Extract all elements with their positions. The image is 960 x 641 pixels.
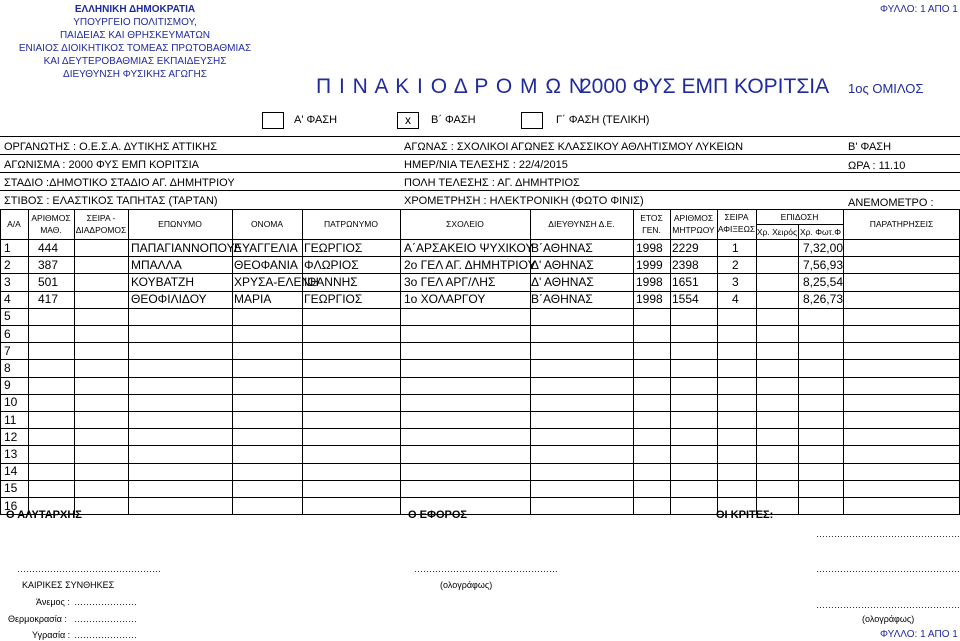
- wind-label: Άνεμος :: [36, 597, 70, 607]
- row-directorate: Β΄ΑΘΗΝΑΣ: [531, 240, 593, 255]
- row-reg: 1651: [672, 274, 699, 289]
- col-perf: ΕΠΙΔΟΣΗ: [780, 212, 819, 222]
- row-surname: ΜΠΑΛΛΑ: [131, 257, 182, 272]
- row-reg: 2229: [672, 240, 699, 255]
- row-order: 1: [732, 240, 739, 255]
- col-aa: Α/Α: [7, 219, 21, 229]
- group-label: 1ος ΟΜΙΛΟΣ: [848, 81, 924, 96]
- row-school: 2ο ΓΕΛ ΑΓ. ΔΗΜΗΤΡΙΟΥ: [404, 257, 536, 272]
- org-line-4: ΕΝΙΑΙΟΣ ΔΙΟΙΚΗΤΙΚΟΣ ΤΟΜΕΑΣ ΠΡΩΤΟΒΑΘΜΙΑΣ: [18, 43, 252, 54]
- row-name: ΕΥΑΓΓΕΛΙΑ: [234, 240, 298, 255]
- judge-line-1: …………………………………………: [816, 529, 960, 539]
- phase-a-label: Α' ΦΑΣΗ: [294, 114, 338, 126]
- row-photo-time: 8,26,73: [802, 292, 843, 307]
- row-aa: 6: [4, 326, 11, 341]
- ephor-label: Ο ΕΦΟΡΟΣ: [408, 509, 468, 521]
- org-line-6: ΔΙΕΥΘΥΝΣΗ ΦΥΣΙΚΗΣ ΑΓΩΓΗΣ: [63, 69, 207, 80]
- row-name: ΘΕΟΦΑΝΙΑ: [234, 257, 298, 272]
- row-bib: 501: [38, 274, 59, 289]
- row-aa: 4: [4, 292, 11, 307]
- row-aa: 15: [4, 481, 18, 496]
- event-info: ΑΓΩΝΙΣΜΑ : 2000 ΦΥΣ ΕΜΠ ΚΟΡΙΤΣΙΑ: [4, 159, 199, 171]
- humidity-label: Υγρασία :: [32, 630, 71, 640]
- col-order-2: ΑΦΙΞΕΩΣ: [717, 224, 756, 234]
- sheet-label-top: ΦΥΛΛΟ: 1 ΑΠΟ 1: [880, 4, 958, 15]
- phase-b-label: Β΄ ΦΑΣΗ: [431, 114, 476, 126]
- col-school: ΣΧΟΛΕΙΟ: [446, 219, 484, 229]
- temp-dots: …………………: [74, 614, 137, 624]
- row-photo-time: 7,56,93: [802, 257, 843, 272]
- row-father: ΦΛΩΡΙΟΣ: [304, 257, 359, 272]
- row-aa: 2: [4, 257, 11, 272]
- col-year: ΕΤΟΣ: [640, 213, 663, 223]
- event-title: 2000 ΦΥΣ ΕΜΠ ΚΟΡΙΤΣΙΑ: [580, 75, 830, 98]
- row-aa: 16: [4, 498, 18, 513]
- row-aa: 13: [4, 446, 18, 461]
- col-surname: ΕΠΩΝΥΜΟ: [158, 219, 202, 229]
- col-reg-2: ΜΗΤΡΩΟΥ: [672, 225, 715, 235]
- row-aa: 8: [4, 360, 11, 375]
- row-order: 4: [732, 292, 739, 307]
- org-line-1: ΕΛΛΗΝΙΚΗ ΔΗΜΟΚΡΑΤΙΑ: [74, 4, 196, 15]
- games: ΑΓΩΝΑΣ : ΣΧΟΛΙΚΟΙ ΑΓΩΝΕΣ ΚΛΑΣΣΙΚΟΥ ΑΘΛΗΤΙΣΜΟΥ ΛΥΚΕΙΩΝ: [404, 141, 744, 153]
- row-aa: 7: [4, 343, 11, 358]
- wind-info: ΑΝΕΜΟΜΕΤΡΟ :: [848, 197, 934, 209]
- page-title: Π Ι Ν Α Κ Ι Ο Δ Ρ Ο Μ Ω Ν: [316, 75, 586, 98]
- track-info: ΣΤΙΒΟΣ : ΕΛΑΣΤΙΚΟΣ ΤΑΠΗΤΑΣ (ΤΑΡΤΑΝ): [4, 195, 218, 207]
- row-photo-time: 8,25,54: [802, 274, 843, 289]
- row-aa: 11: [4, 412, 17, 427]
- row-year: 1998: [636, 292, 663, 307]
- row-aa: 12: [4, 429, 18, 444]
- row-aa: 14: [4, 464, 18, 479]
- starter-line: …………………………………………: [17, 564, 161, 574]
- row-name: ΜΑΡΙΑ: [234, 292, 272, 307]
- row-name: ΧΡΥΣΑ-ΕΛΕΝΗ: [234, 274, 319, 289]
- row-aa: 9: [4, 378, 11, 393]
- col-directorate: ΔΙΕΥΘΥΝΣΗ Δ.Ε.: [548, 219, 615, 229]
- row-bib: 444: [38, 240, 59, 255]
- col-year-2: ΓΕΝ.: [642, 225, 661, 235]
- row-bib: 387: [38, 257, 59, 272]
- col-father: ΠΑΤΡΩΝΥΜΟ: [324, 219, 378, 229]
- row-school: Α΄ΑΡΣΑΚΕΙΟ ΨΥΧΙΚΟΥ: [404, 240, 534, 255]
- row-reg: 1554: [672, 292, 699, 307]
- judges-label: ΟΙ ΚΡΙΤΕΣ:: [716, 509, 774, 521]
- col-reg: ΑΡΙΘΜΟΣ: [673, 213, 714, 223]
- row-order: 2: [732, 257, 739, 272]
- row-school: 3ο ΓΕΛ ΑΡΓ/ΛΗΣ: [404, 274, 496, 289]
- row-year: 1999: [636, 257, 663, 272]
- row-reg: 2398: [672, 257, 699, 272]
- row-aa: 3: [4, 274, 11, 289]
- col-order: ΣΕΙΡΑ: [724, 212, 749, 222]
- judge-line-3: …………………………………………: [816, 600, 960, 610]
- starter-label: Ο ΑΛΥΤΑΡΧΗΣ: [6, 509, 82, 521]
- row-photo-time: 7,32,00: [802, 240, 843, 255]
- humidity-dots: …………………: [74, 630, 137, 640]
- ephor-line: …………………………………………: [414, 564, 558, 574]
- row-year: 1998: [636, 240, 663, 255]
- row-year: 1998: [636, 274, 663, 289]
- date-info: ΗΜΕΡ/ΝΙΑ ΤΕΛΕΣΗΣ : 22/4/2015: [404, 159, 568, 171]
- judge-handwriting: (ολογράφως): [862, 614, 915, 624]
- col-hand: Χρ. Χειρός: [756, 227, 798, 237]
- row-father: ΓΕΩΡΓΙΟΣ: [304, 240, 363, 255]
- time-info: ΩΡΑ : 11.10: [848, 160, 906, 172]
- col-photo: Χρ. Φωτ.Φ: [799, 227, 842, 237]
- organizer: ΟΡΓΑΝΩΤΗΣ : Ο.Ε.Σ.Α. ΔΥΤΙΚΗΣ ΑΤΤΙΚΗΣ: [4, 141, 218, 153]
- col-heat: ΣΕΙΡΑ -: [86, 213, 116, 223]
- row-school: 1ο ΧΟΛΑΡΓΟΥ: [404, 292, 486, 307]
- city-info: ΠΟΛΗ ΤΕΛΕΣΗΣ : ΑΓ. ΔΗΜΗΤΡΙΟΣ: [404, 177, 580, 189]
- col-bib-2: ΜΑΘ.: [40, 225, 62, 235]
- org-line-5: ΚΑΙ ΔΕΥΤΕΡΟΒΑΘΜΙΑΣ ΕΚΠΑΙΔΕΥΣΗΣ: [43, 56, 227, 67]
- judge-line-2: …………………………………………: [816, 564, 960, 574]
- row-directorate: Δ' ΑΘΗΝΑΣ: [531, 274, 594, 289]
- row-father: ΙΩΑΝΝΗΣ: [304, 274, 358, 289]
- col-notes: ΠΑΡΑΤΗΡΗΣΕΙΣ: [869, 219, 934, 229]
- row-surname: ΚΟΥΒΑΤΖΗ: [131, 274, 195, 289]
- phase-c-label: Γ΄ ΦΑΣΗ (ΤΕΛΙΚΗ): [556, 114, 650, 126]
- row-aa: 5: [4, 309, 11, 324]
- row-aa: 10: [4, 395, 18, 410]
- ephor-handwriting: (ολογράφως): [440, 580, 493, 590]
- row-surname: ΘΕΟΦΙΛΙΔΟΥ: [131, 292, 207, 307]
- row-bib: 417: [38, 292, 59, 307]
- phase-right: Β' ΦΑΣΗ: [848, 141, 892, 153]
- stadium-info: ΣΤΑΔΙΟ :ΔΗΜΟΤΙΚΟ ΣΤΑΔΙΟ ΑΓ. ΔΗΜΗΤΡΙΟΥ: [4, 177, 235, 189]
- col-name: ΟΝΟΜΑ: [250, 219, 284, 229]
- weather-title: ΚΑΙΡΙΚΕΣ ΣΥΝΘΗΚΕΣ: [22, 580, 115, 590]
- row-father: ΓΕΩΡΓΙΟΣ: [304, 292, 363, 307]
- row-aa: 1: [4, 240, 11, 255]
- org-line-3: ΠΑΙΔΕΙΑΣ ΚΑΙ ΘΡΗΣΚΕΥΜΑΤΩΝ: [59, 30, 211, 41]
- row-surname: ΠΑΠΑΓΙΑΝΝΟΠΟΥΛ: [131, 240, 242, 255]
- timing-info: ΧΡΟΜΕΤΡΗΣΗ : ΗΛΕΚΤΡΟΝΙΚΗ (ΦΩΤΟ ΦΙΝΙΣ): [404, 195, 644, 207]
- sheet-label-bottom: ΦΥΛΛΟ: 1 ΑΠΟ 1: [880, 629, 958, 640]
- col-bib: ΑΡΙΘΜΟΣ: [31, 213, 71, 223]
- temp-label: Θερμοκρασία :: [8, 614, 67, 624]
- row-directorate: Δ' ΑΘΗΝΑΣ: [531, 257, 594, 272]
- col-heat-2: ΔΙΑΔΡΟΜΟΣ: [75, 225, 127, 235]
- row-directorate: Β΄ΑΘΗΝΑΣ: [531, 292, 593, 307]
- row-order: 3: [732, 274, 739, 289]
- org-line-2: ΥΠΟΥΡΓΕΙΟ ΠΟΛΙΤΙΣΜΟΥ,: [73, 17, 197, 28]
- phase-b-checkbox[interactable]: x: [397, 112, 419, 129]
- wind-dots: …………………: [74, 597, 137, 607]
